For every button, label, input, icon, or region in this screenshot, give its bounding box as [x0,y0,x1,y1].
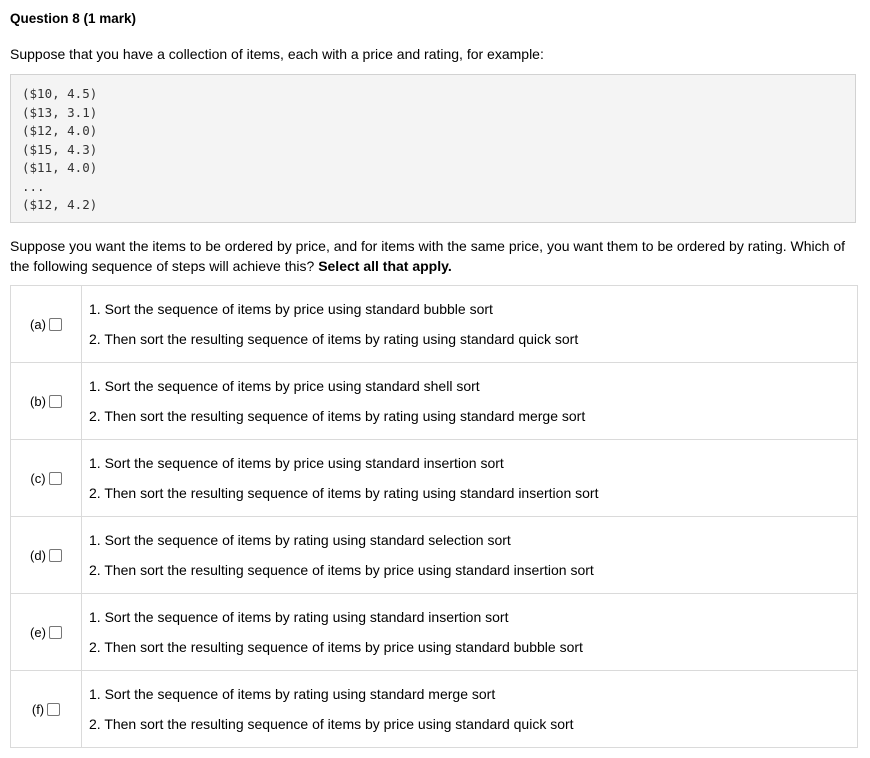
question-text [10,236,860,276]
options-table [10,285,858,748]
question-body: Suppose you want the items to be ordered by price, and for items with the same price, you want them to be ordered by rating. Which of the following sequence of steps will achieve this? [10,238,845,274]
option-step-1: 1. Sort the sequence of items by rating using standard selection sort [89,532,511,548]
option-row-a [11,286,858,363]
option-checkbox-b[interactable] [49,395,62,408]
option-checkbox-e[interactable] [49,626,62,639]
option-step-1: 1. Sort the sequence of items by price using standard bubble sort [89,301,493,317]
option-label: (a) [30,317,46,332]
option-step-2: 2. Then sort the resulting sequence of items by price using standard bubble sort [89,639,583,655]
option-row-c [11,440,858,517]
code-line: ($13, 3.1) [22,105,98,120]
code-line: ($11, 4.0) [22,160,98,175]
option-step-1: 1. Sort the sequence of items by price using standard insertion sort [89,455,504,471]
code-example-box [10,74,856,223]
option-label: (d) [30,548,46,563]
option-step-1: 1. Sort the sequence of items by rating using standard merge sort [89,686,496,702]
code-line: ... [22,179,45,194]
option-checkbox-f[interactable] [47,703,60,716]
question-emphasis: Select all that apply. [318,258,452,274]
option-row-d [11,517,858,594]
option-step-2: 2. Then sort the resulting sequence of items by rating using standard merge sort [89,408,586,424]
option-label: (e) [30,625,46,640]
option-label: (c) [30,471,46,486]
code-line: ($15, 4.3) [22,142,98,157]
option-step-2: 2. Then sort the resulting sequence of items by price using standard quick sort [89,716,574,732]
option-checkbox-a[interactable] [49,318,62,331]
option-row-b [11,363,858,440]
option-label: (f) [31,702,45,717]
option-row-f [11,671,858,748]
question-title: Question 8 (1 mark) [10,11,137,26]
option-step-1: 1. Sort the sequence of items by rating using standard insertion sort [89,609,509,625]
code-line: ($12, 4.0) [22,123,98,138]
option-step-2: 2. Then sort the resulting sequence of items by rating using standard insertion sort [89,485,599,501]
code-line: ($12, 4.2) [22,197,98,212]
option-step-2: 2. Then sort the resulting sequence of items by price using standard insertion sort [89,562,594,578]
option-step-1: 1. Sort the sequence of items by price using standard shell sort [89,378,480,394]
code-line: ($10, 4.5) [22,86,98,101]
option-step-2: 2. Then sort the resulting sequence of items by rating using standard quick sort [89,331,579,347]
intro-text: Suppose that you have a collection of items, each with a price and rating, for example: [10,46,544,62]
option-checkbox-c[interactable] [49,472,62,485]
option-row-e [11,594,858,671]
option-checkbox-d[interactable] [49,549,62,562]
option-label: (b) [30,394,46,409]
